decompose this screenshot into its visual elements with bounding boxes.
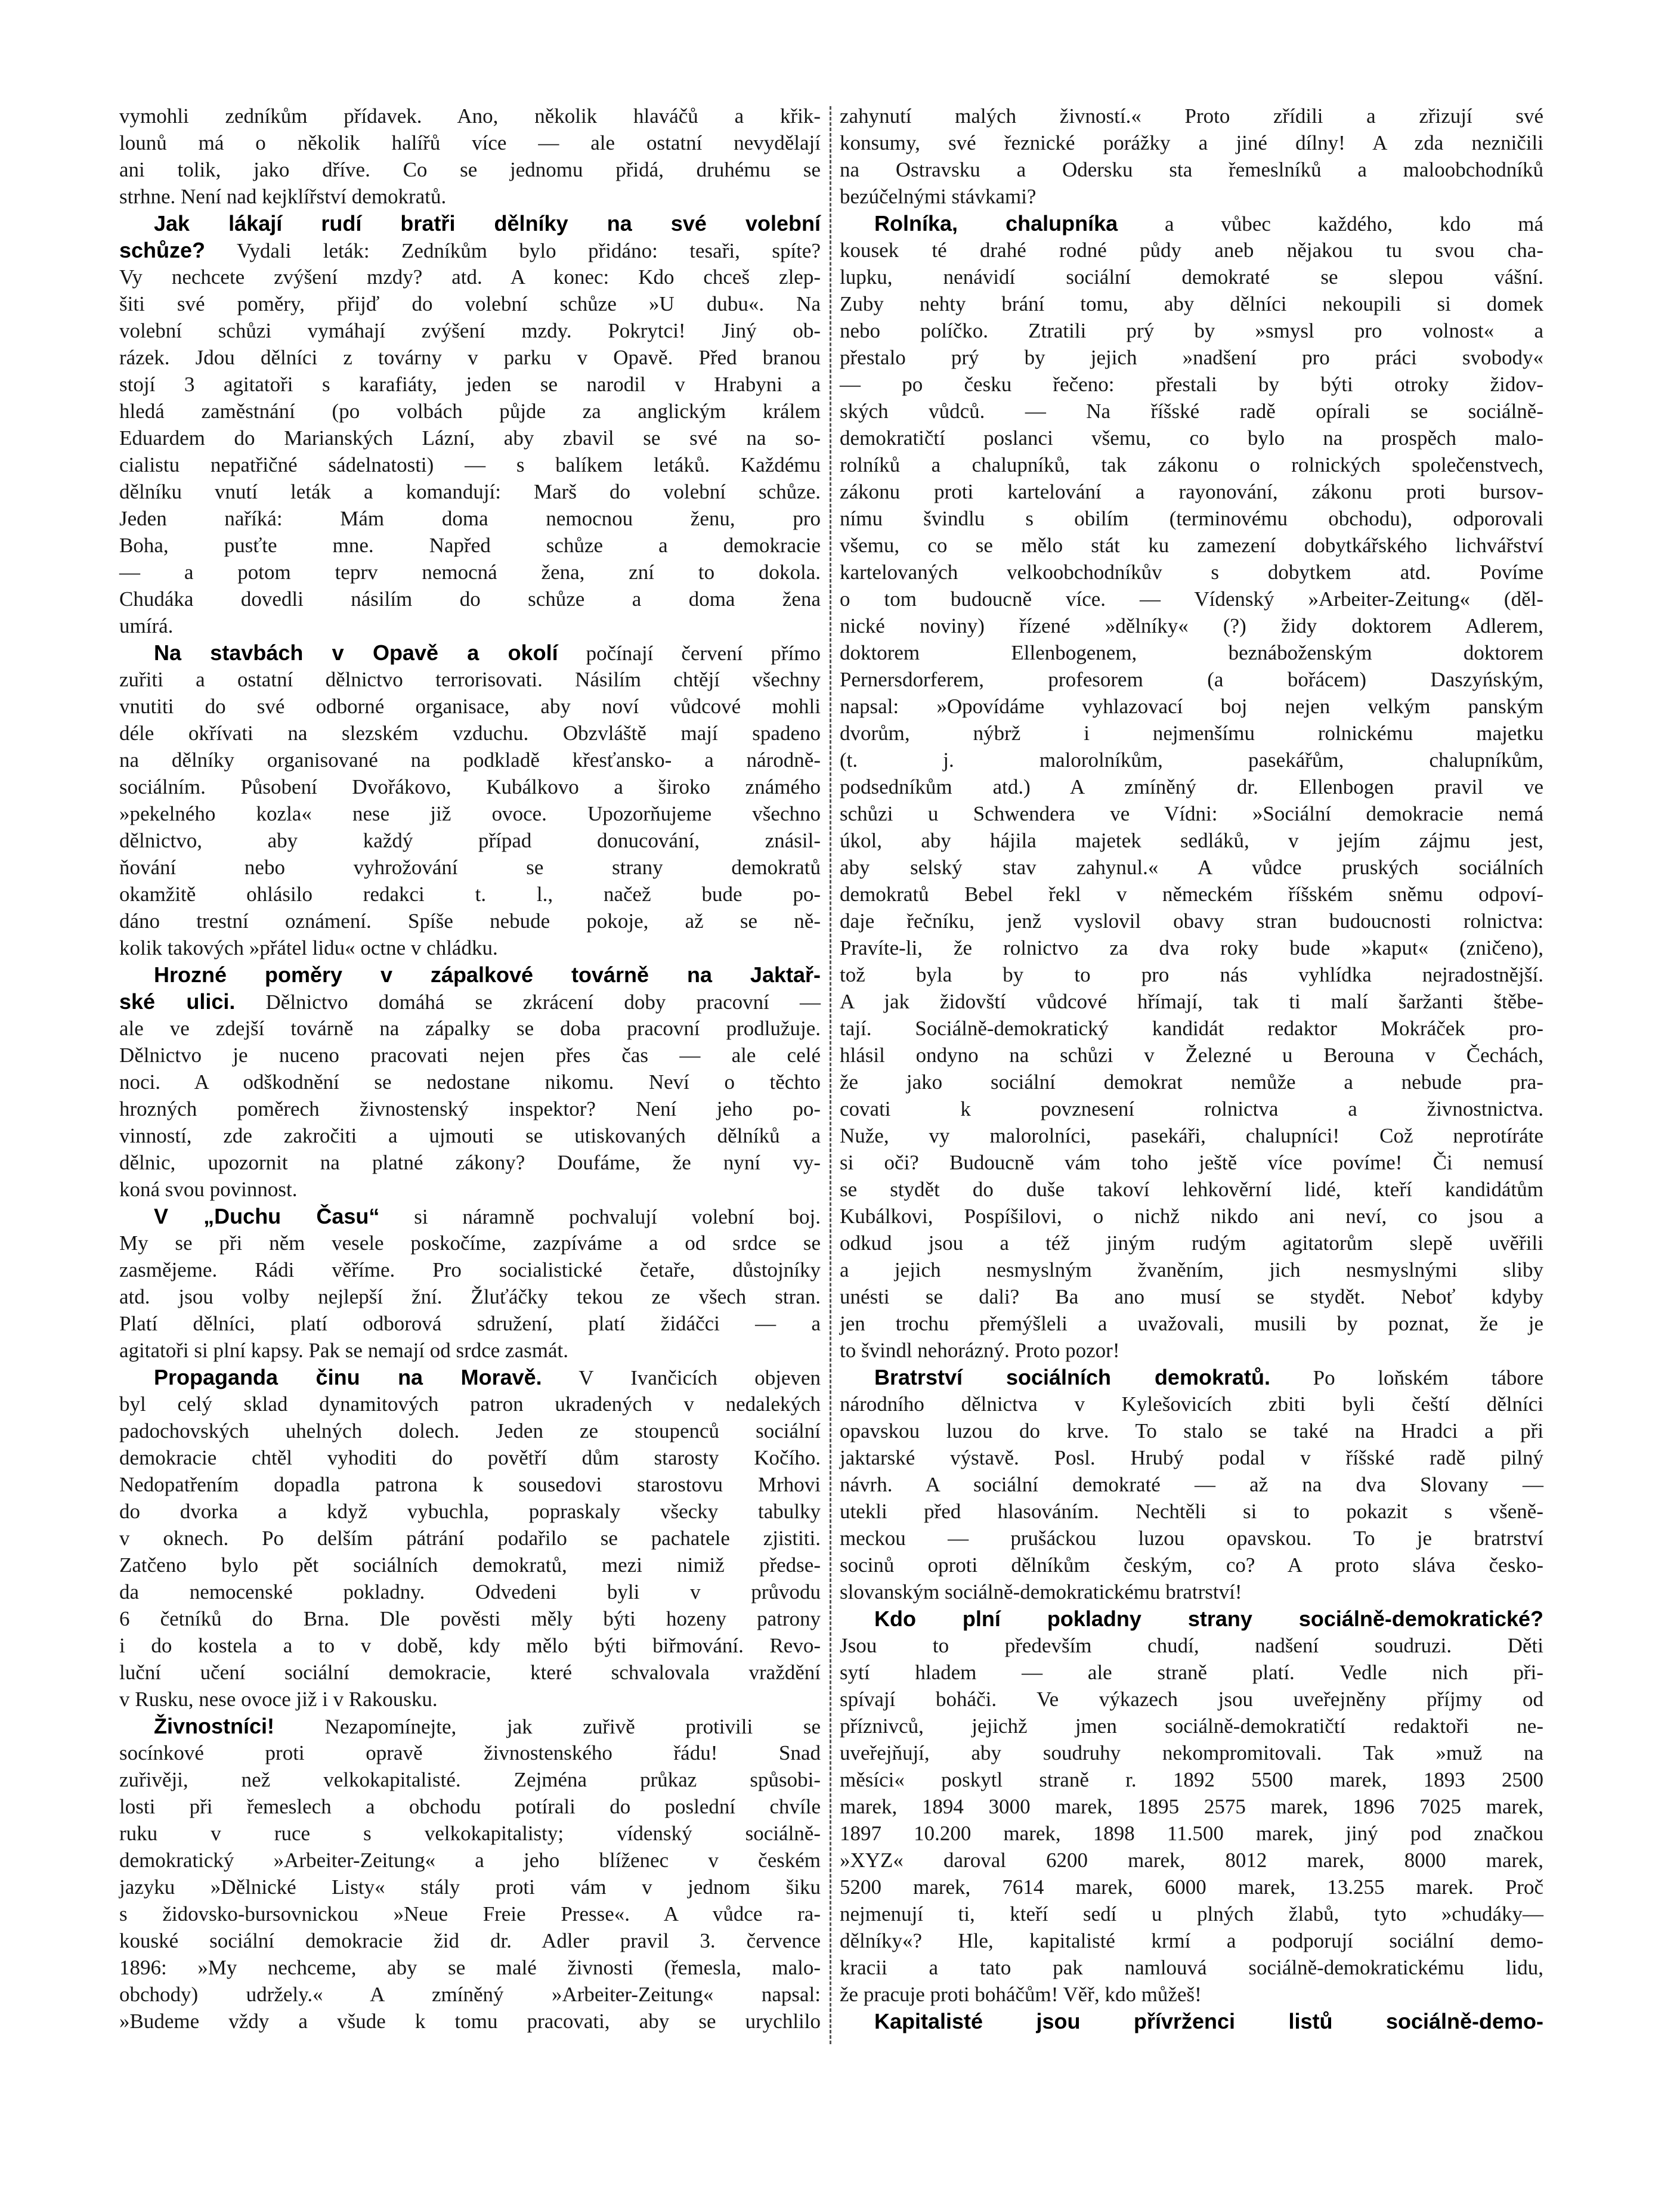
text-line: šiti své poměry, přijď do volební schůze »U dubu«. Na: [119, 292, 821, 315]
text-line: Platí dělníci, platí odborová sdružení, platí židáčci — a: [119, 1312, 821, 1335]
article-paragraph: [119, 210, 821, 639]
text-line: nímu švindlu s obilím (terminovému obchodu), odporovali: [840, 507, 1543, 530]
text-line: Boha, pusťte mne. Napřed schůze a demokracie: [119, 534, 821, 557]
text-line: dělníku vnutí leták a komandují: Marš do volební schůze.: [119, 480, 821, 503]
text-line: slovanským sociálně-demokratickému bratrství!: [840, 1580, 1242, 1603]
text-line: [119, 1203, 821, 1230]
text-line: všemu, co se mělo stát ku zamezení dobytkářského lichvářství: [840, 534, 1543, 557]
text-line: úkol, aby hájila majetek sedláků, v jejím zájmu jest,: [840, 829, 1543, 852]
text-line: vinností, zde zakročiti a ujmouti se utiskovaných dělníků a: [119, 1124, 821, 1147]
text-line: umírá.: [119, 614, 174, 637]
text-line: bezúčelnými stávkami?: [840, 185, 1037, 208]
text-line: zasmějeme. Rádi věříme. Pro socialistické četaře, důstojníky: [119, 1258, 821, 1281]
text-line: A jak židovští vůdcové hřímají, tak ti malí šaržanti štěbe-: [840, 990, 1543, 1013]
text-line: na dělníky organisované na podkladě křesťansko- a národně-: [119, 748, 821, 772]
text-line: Jeden naříká: Mám doma nemocnou ženu, pro: [119, 507, 821, 530]
text-line: tají. Sociálně-demokratický kandidát redaktor Mokráček pro-: [840, 1017, 1543, 1040]
text-line: kolik takových »přátel lidu« octne v chládku.: [119, 936, 498, 959]
text-line: losti při řemeslech a obchodu potírali do poslední chvíle: [119, 1795, 821, 1818]
text-line: do dvorka a když vybuchla, popraskaly všecky tabulky: [119, 1500, 821, 1523]
text-line: [119, 988, 821, 1015]
text-line: vymohli zedníkům přídavek. Ano, několik hlaváčů a křik-: [119, 104, 821, 128]
text-line: v Rusku, nese ovoce již i v Rakousku.: [119, 1688, 438, 1711]
body-text: si náramně pochvalují volební boj.: [379, 1205, 821, 1228]
text-line: aby selský stav zahynul.« A vůdce pruských sociálních: [840, 856, 1543, 879]
text-line: dělníky«? Hle, kapitalisté krmí a podporují sociální demo-: [840, 1929, 1543, 1952]
text-line: stojí 3 agitatoři s karafiáty, jeden se narodil v Hrabyni a: [119, 373, 821, 396]
section-heading: Hrozné poměry v zápalkové továrně na Jaktař-: [154, 962, 821, 987]
text-line: zahynutí malých živností.« Proto zřídili a zřizují své: [840, 104, 1543, 128]
text-line: Chudáka dovedli násilím do schůze a doma žena: [119, 587, 821, 611]
article-paragraph: [840, 2008, 1543, 2035]
text-line: s židovsko-bursovnickou »Neue Freie Presse«. A vůdce ra-: [119, 1902, 821, 1926]
text-line: ani tolik, jako dříve. Co se jednomu přidá, druhému se: [119, 158, 821, 181]
text-line: socínkové proti opravě živnostenského řádu! Snad: [119, 1741, 821, 1764]
text-line: o tom budoucně více. — Vídenský »Arbeiter-Zeitung« (děl-: [840, 587, 1543, 611]
text-line: zákonu proti kartelování a rayonování, zákonu proti bursov-: [840, 480, 1543, 503]
article-paragraph: [119, 1364, 821, 1713]
text-line: [840, 2008, 1543, 2035]
text-line: Nedopatřením dopadla patrona k sousedovi starostovu Mrhovi: [119, 1473, 821, 1496]
text-line: sociálním. Působení Dvořákovo, Kubálkovo a široko známého: [119, 775, 821, 798]
text-line: demokratů Bebel řekl v německém říšském sněmu odpoví-: [840, 883, 1543, 906]
text-line: rolníků a chalupníků, tak zákonu o rolnických společenstvech,: [840, 453, 1543, 476]
text-line: dělnic, upozornit na platné zákony? Doufáme, že nyní vy-: [119, 1151, 821, 1174]
text-line: Jsou to především chudí, nadšení soudruzi. Děti: [840, 1634, 1543, 1657]
text-line: atd. jsou volby nejlepší žní. Žluťáčky tekou ze všech stran.: [119, 1285, 821, 1308]
text-line: národního dělnictva v Kylešovicích zbiti byli čeští dělníci: [840, 1392, 1543, 1416]
text-line: Dělnictvo je nuceno pracovati nejen přes čas — ale celé: [119, 1044, 821, 1067]
section-heading: ské ulici.: [119, 989, 236, 1014]
text-line: sytí hladem — ale straně platí. Vedle nich při-: [840, 1661, 1543, 1684]
text-line: kracii a tato pak namlouvá sociálně-demokratickému lidu,: [840, 1956, 1543, 1979]
text-line: a jejich nesmyslným žvaněním, jich nesmyslnými sliby: [840, 1258, 1543, 1281]
text-line: dvorům, nýbrž i nejmenšímu rolnickému majetku: [840, 722, 1543, 745]
text-line: Pravíte-li, že rolnictvo za dva roky bude »kaput« (zničeno),: [840, 936, 1543, 959]
text-line: nické noviny) řízené »dělníky« (?) židy doktorem Adlerem,: [840, 614, 1543, 637]
text-line: noci. A odškodnění se nedostane nikomu. Neví o těchto: [119, 1070, 821, 1094]
body-text: Vydali leták: Zedníkům bylo přidáno: tesaři, spíte?: [205, 239, 821, 262]
column-divider: [830, 106, 831, 2044]
text-line: da nemocenské pokladny. Odvedeni byli v průvodu: [119, 1580, 821, 1603]
text-line: uveřejňují, aby soudruhy nekompromitovali. Tak »muž na: [840, 1741, 1543, 1764]
text-line: hrozných poměrech živnostenský inspektor? Není jeho po-: [119, 1097, 821, 1120]
article-paragraph: [119, 103, 821, 210]
text-line: podsedníkům atd.) A zmíněný dr. Ellenbogen pravil ve: [840, 775, 1543, 798]
text-line: vnutiti do své odborné organisace, aby noví vůdcové mohli: [119, 695, 821, 718]
text-line: agitatoři si plní kapsy. Pak se nemají od srdce zasmát.: [119, 1339, 568, 1362]
text-line: Zuby nehty brání tomu, aby dělníci nekoupili si domek: [840, 292, 1543, 315]
text-line: že jako sociální demokrat nemůže a nebude pra-: [840, 1070, 1543, 1094]
text-line: že pracuje proti boháčům! Věř, kdo můžeš!: [840, 1983, 1202, 2006]
text-line: meckou — prušáckou luzou opavskou. To je bratrství: [840, 1527, 1543, 1550]
text-line: »XYZ« daroval 6200 marek, 8012 marek, 8000 marek,: [840, 1849, 1543, 1872]
text-line: rázek. Jdou dělníci z továrny v parku v Opavě. Před branou: [119, 346, 821, 369]
text-line: Eduardem do Marianských Lázní, aby zbavil se své na so-: [119, 426, 821, 450]
text-line: 6 četníků do Brna. Dle pověsti měly býti hozeny patrony: [119, 1607, 821, 1630]
text-line: schůzi u Schwendera ve Vídni: »Sociální demokracie nemá: [840, 802, 1543, 825]
section-heading: Kdo plní pokladny strany sociálně-demokratické?: [874, 1606, 1543, 1631]
text-line: ruku v ruce s velkokapitalisty; vídenský sociálně-: [119, 1822, 821, 1845]
text-line: opavskou luzou do krve. To stalo se také na Hradci a při: [840, 1419, 1543, 1442]
text-line: hledá zaměstnání (po volbách půjde za anglickým králem: [119, 400, 821, 423]
text-line: ale ve zdejší továrně na zápalky se doba pracovní prodlužuje.: [119, 1017, 821, 1040]
text-line: (t. j. malorolníkům, pasekářům, chalupníkům,: [840, 748, 1543, 772]
article-column-left: [119, 103, 821, 2035]
section-heading: Rolníka, chalupníka: [874, 211, 1118, 236]
text-line: se stydět do duše takoví lehkověrní lidé, kteří kandidátům: [840, 1178, 1543, 1201]
text-line: covati k povznesení rolnictva a živnostnictva.: [840, 1097, 1543, 1120]
section-heading: Na stavbách v Opavě a okolí: [154, 640, 558, 665]
text-line: [840, 210, 1543, 237]
text-line: 1896: »My nechceme, aby se malé živnosti (řemesla, malo-: [119, 1956, 821, 1979]
text-line: Nuže, vy malorolníci, pasekáři, chalupníci! Což neprotíráte: [840, 1124, 1543, 1147]
article-paragraph: [840, 210, 1543, 1364]
text-line: ských vůdců. — Na říšské radě opírali se sociálně-: [840, 400, 1543, 423]
body-text: Nezapomínejte, jak zuřivě protivili se: [274, 1715, 821, 1738]
section-heading: V „Duchu Času“: [154, 1204, 380, 1228]
text-line: déle okřívati na slezském vzduchu. Obzvláště mají spadeno: [119, 722, 821, 745]
text-line: padochovských uhelných dolech. Jeden ze stoupenců sociální: [119, 1419, 821, 1442]
section-heading: Kapitalisté jsou přívrženci listů sociálně-demo-: [874, 2009, 1543, 2033]
article-paragraph: [119, 1203, 821, 1364]
text-line: příznivců, jejichž jmen sociálně-demokratičtí redaktoři ne-: [840, 1714, 1543, 1738]
text-line: [119, 1713, 821, 1739]
text-line: doktorem Ellenbogenem, beznáboženským doktorem: [840, 641, 1543, 664]
text-line: volební schůzi vymáhají zvýšení mzdy. Pokrytci! Jiný ob-: [119, 319, 821, 342]
text-line: »Budeme vždy a všude k tomu pracovati, aby se urychlilo: [119, 2010, 821, 2033]
article-paragraph: [840, 103, 1543, 210]
text-line: hlásil ondyno na schůzi v Železné u Berouna v Čechách,: [840, 1044, 1543, 1067]
text-line: Zatčeno bylo pět sociálních demokratů, mezi nimiž předse-: [119, 1553, 821, 1577]
text-line: byl celý sklad dynamitových patron ukradených v nedalekých: [119, 1392, 821, 1416]
text-line: [840, 1364, 1543, 1391]
text-line: na Ostravsku a Odersku sta řemeslníků a maloobchodníků: [840, 158, 1543, 181]
text-line: 1897 10.200 marek, 1898 11.500 marek, jiný pod značkou: [840, 1822, 1543, 1845]
text-line: zuřivěji, než velkokapitalisté. Zejména průkaz spůsobi-: [119, 1768, 821, 1791]
text-line: utekli před hlasováním. Nechtěli si to pokazit s všeně-: [840, 1500, 1543, 1523]
text-line: si oči? Budoucně vám toho ještě více povíme! Či nemusí: [840, 1151, 1543, 1174]
text-line: i do kostela a to v době, kdy mělo býti biřmování. Revo-: [119, 1634, 821, 1657]
text-line: jen trochu přemýšleli a uvažovali, musili by poznat, že je: [840, 1312, 1543, 1335]
text-line: lupku, nenávidí sociální demokraté se slepou vášní.: [840, 265, 1543, 289]
text-line: [119, 639, 821, 666]
body-text: V Ivančicích objeven: [542, 1366, 821, 1389]
text-line: návrh. A sociální demokraté — až na dva Slovany —: [840, 1473, 1543, 1496]
text-line: okamžitě ohlásilo redakci t. l., načež bude po-: [119, 883, 821, 906]
text-line: tož byla by to pro nás vyhlídka nejradostnější.: [840, 963, 1543, 986]
text-line: to švindl nehorázný. Proto pozor!: [840, 1339, 1120, 1362]
body-text: počínají červení přímo: [558, 642, 821, 665]
text-line: cialistu nepatřičné sádelnatosti) — s balíkem letáků. Každému: [119, 453, 821, 476]
article-paragraph: [840, 1605, 1543, 2008]
text-line: demokratičtí poslanci všemu, co bylo na prospěch malo-: [840, 426, 1543, 450]
text-line: obchody) udržely.« A zmíněný »Arbeiter-Zeitung« napsal:: [119, 1983, 821, 2006]
article-paragraph: [119, 961, 821, 1203]
text-line: Pernersdorferem, profesorem (a bořácem) Daszyńským,: [840, 668, 1543, 691]
text-line: daje řečníku, jenž vyslovil obavy stran budoucnosti rolnictva:: [840, 909, 1543, 933]
text-line: strhne. Není nad kejklířství demokratů.: [119, 185, 447, 208]
text-line: socinů oproti dělníkům českým, co? A proto sláva česko-: [840, 1553, 1543, 1577]
text-line: měsíci« poskytl straně r. 1892 5500 marek, 1893 2500: [840, 1768, 1543, 1791]
text-line: [119, 210, 821, 237]
text-line: — po česku řečeno: přestali by býti otroky židov-: [840, 373, 1543, 396]
text-line: odkud jsou a též jiným rudým agitatorům slepě uvěřili: [840, 1231, 1543, 1255]
text-line: dáno trestní oznámení. Spíše nebude pokoje, až se ně-: [119, 909, 821, 933]
text-line: jaktarské výstavě. Posl. Hrubý podal v říšské radě pilný: [840, 1446, 1543, 1469]
text-line: [119, 237, 821, 264]
text-line: [119, 1364, 821, 1391]
text-line: [119, 961, 821, 988]
text-line: 5200 marek, 7614 marek, 6000 marek, 13.255 marek. Proč: [840, 1875, 1543, 1899]
text-line: kousek té drahé rodné půdy aneb nějakou tu svou cha-: [840, 239, 1543, 262]
text-line: nebo políčko. Ztratili prý by »smysl pro volnost« a: [840, 319, 1543, 342]
text-line: My se při něm vesele poskočíme, zazpíváme a od srdce se: [119, 1231, 821, 1255]
section-heading: Bratrství sociálních demokratů.: [874, 1365, 1270, 1389]
text-line: napsal: »Opovídáme vyhlazovací boj nejen velkým panským: [840, 695, 1543, 718]
text-line: unésti se dali? Ba ano musí se stydět. Neboť kdyby: [840, 1285, 1543, 1308]
text-line: kartelovaných velkoobchodníkův s dobytkem atd. Povíme: [840, 561, 1543, 584]
text-line: »pekelného kozla« nese již ovoce. Upozorňujeme všechno: [119, 802, 821, 825]
section-heading: schůze?: [119, 238, 206, 262]
section-heading: Propaganda činu na Moravě.: [154, 1365, 542, 1389]
text-line: přestalo prý by jejich »nadšení pro práci svobody«: [840, 346, 1543, 369]
text-line: ňování nebo vyhrožování se strany demokratů: [119, 856, 821, 879]
text-line: lounů má o několik halířů více — ale ostatní nevydělají: [119, 131, 821, 154]
text-line: Kubálkovi, Pospíšilovi, o nichž nikdo ani neví, co jsou a: [840, 1205, 1543, 1228]
article-paragraph: [840, 1364, 1543, 1605]
section-heading: Živnostníci!: [154, 1714, 275, 1738]
text-line: [840, 1605, 1543, 1632]
text-line: Vy nechcete zvýšení mzdy? atd. A konec: Kdo chceš zlep-: [119, 265, 821, 289]
text-line: demokratický »Arbeiter-Zeitung« a jeho blíženec v českém: [119, 1849, 821, 1872]
article-paragraph: [119, 1713, 821, 2035]
text-line: konsumy, své řeznické porážky a jiné dílny! A zda nezničili: [840, 131, 1543, 154]
text-line: marek, 1894 3000 marek, 1895 2575 marek, 1896 7025 marek,: [840, 1795, 1543, 1818]
text-line: dělnictvo, aby každý případ donucování, znásil-: [119, 829, 821, 852]
article-column-right: [840, 103, 1543, 2035]
text-line: — a potom teprv nemocná žena, zní to dokola.: [119, 561, 821, 584]
text-line: spívají boháči. Ve výkazech jsou uveřejněny příjmy od: [840, 1688, 1543, 1711]
text-line: kouské sociální demokracie žid dr. Adler pravil 3. července: [119, 1929, 821, 1952]
text-line: luční učení sociální demokracie, které schvalovala vraždění: [119, 1661, 821, 1684]
text-line: v oknech. Po delším pátrání podařilo se pachatele zjistiti.: [119, 1527, 821, 1550]
text-line: demokracie chtěl vyhoditi do povětří dům starosty Kočího.: [119, 1446, 821, 1469]
body-text: Po loňském tábore: [1270, 1366, 1543, 1389]
article-paragraph: [119, 639, 821, 961]
body-text: Dělnictvo domáhá se zkrácení doby pracovní —: [235, 990, 821, 1014]
text-line: jazyku »Dělnické Listy« stály proti vám v jednom šiku: [119, 1875, 821, 1899]
section-heading: Jak lákají rudí bratři dělníky na své volební: [154, 211, 821, 236]
body-text: a vůbec každého, kdo má: [1118, 212, 1543, 236]
text-line: zuřiti a ostatní dělnictvo terrorisovati. Násilím chtějí všechny: [119, 668, 821, 691]
text-line: koná svou povinnost.: [119, 1178, 298, 1201]
text-line: nejmenují ti, kteří sedí u plných žlabů, tyto »chudáky—: [840, 1902, 1543, 1926]
